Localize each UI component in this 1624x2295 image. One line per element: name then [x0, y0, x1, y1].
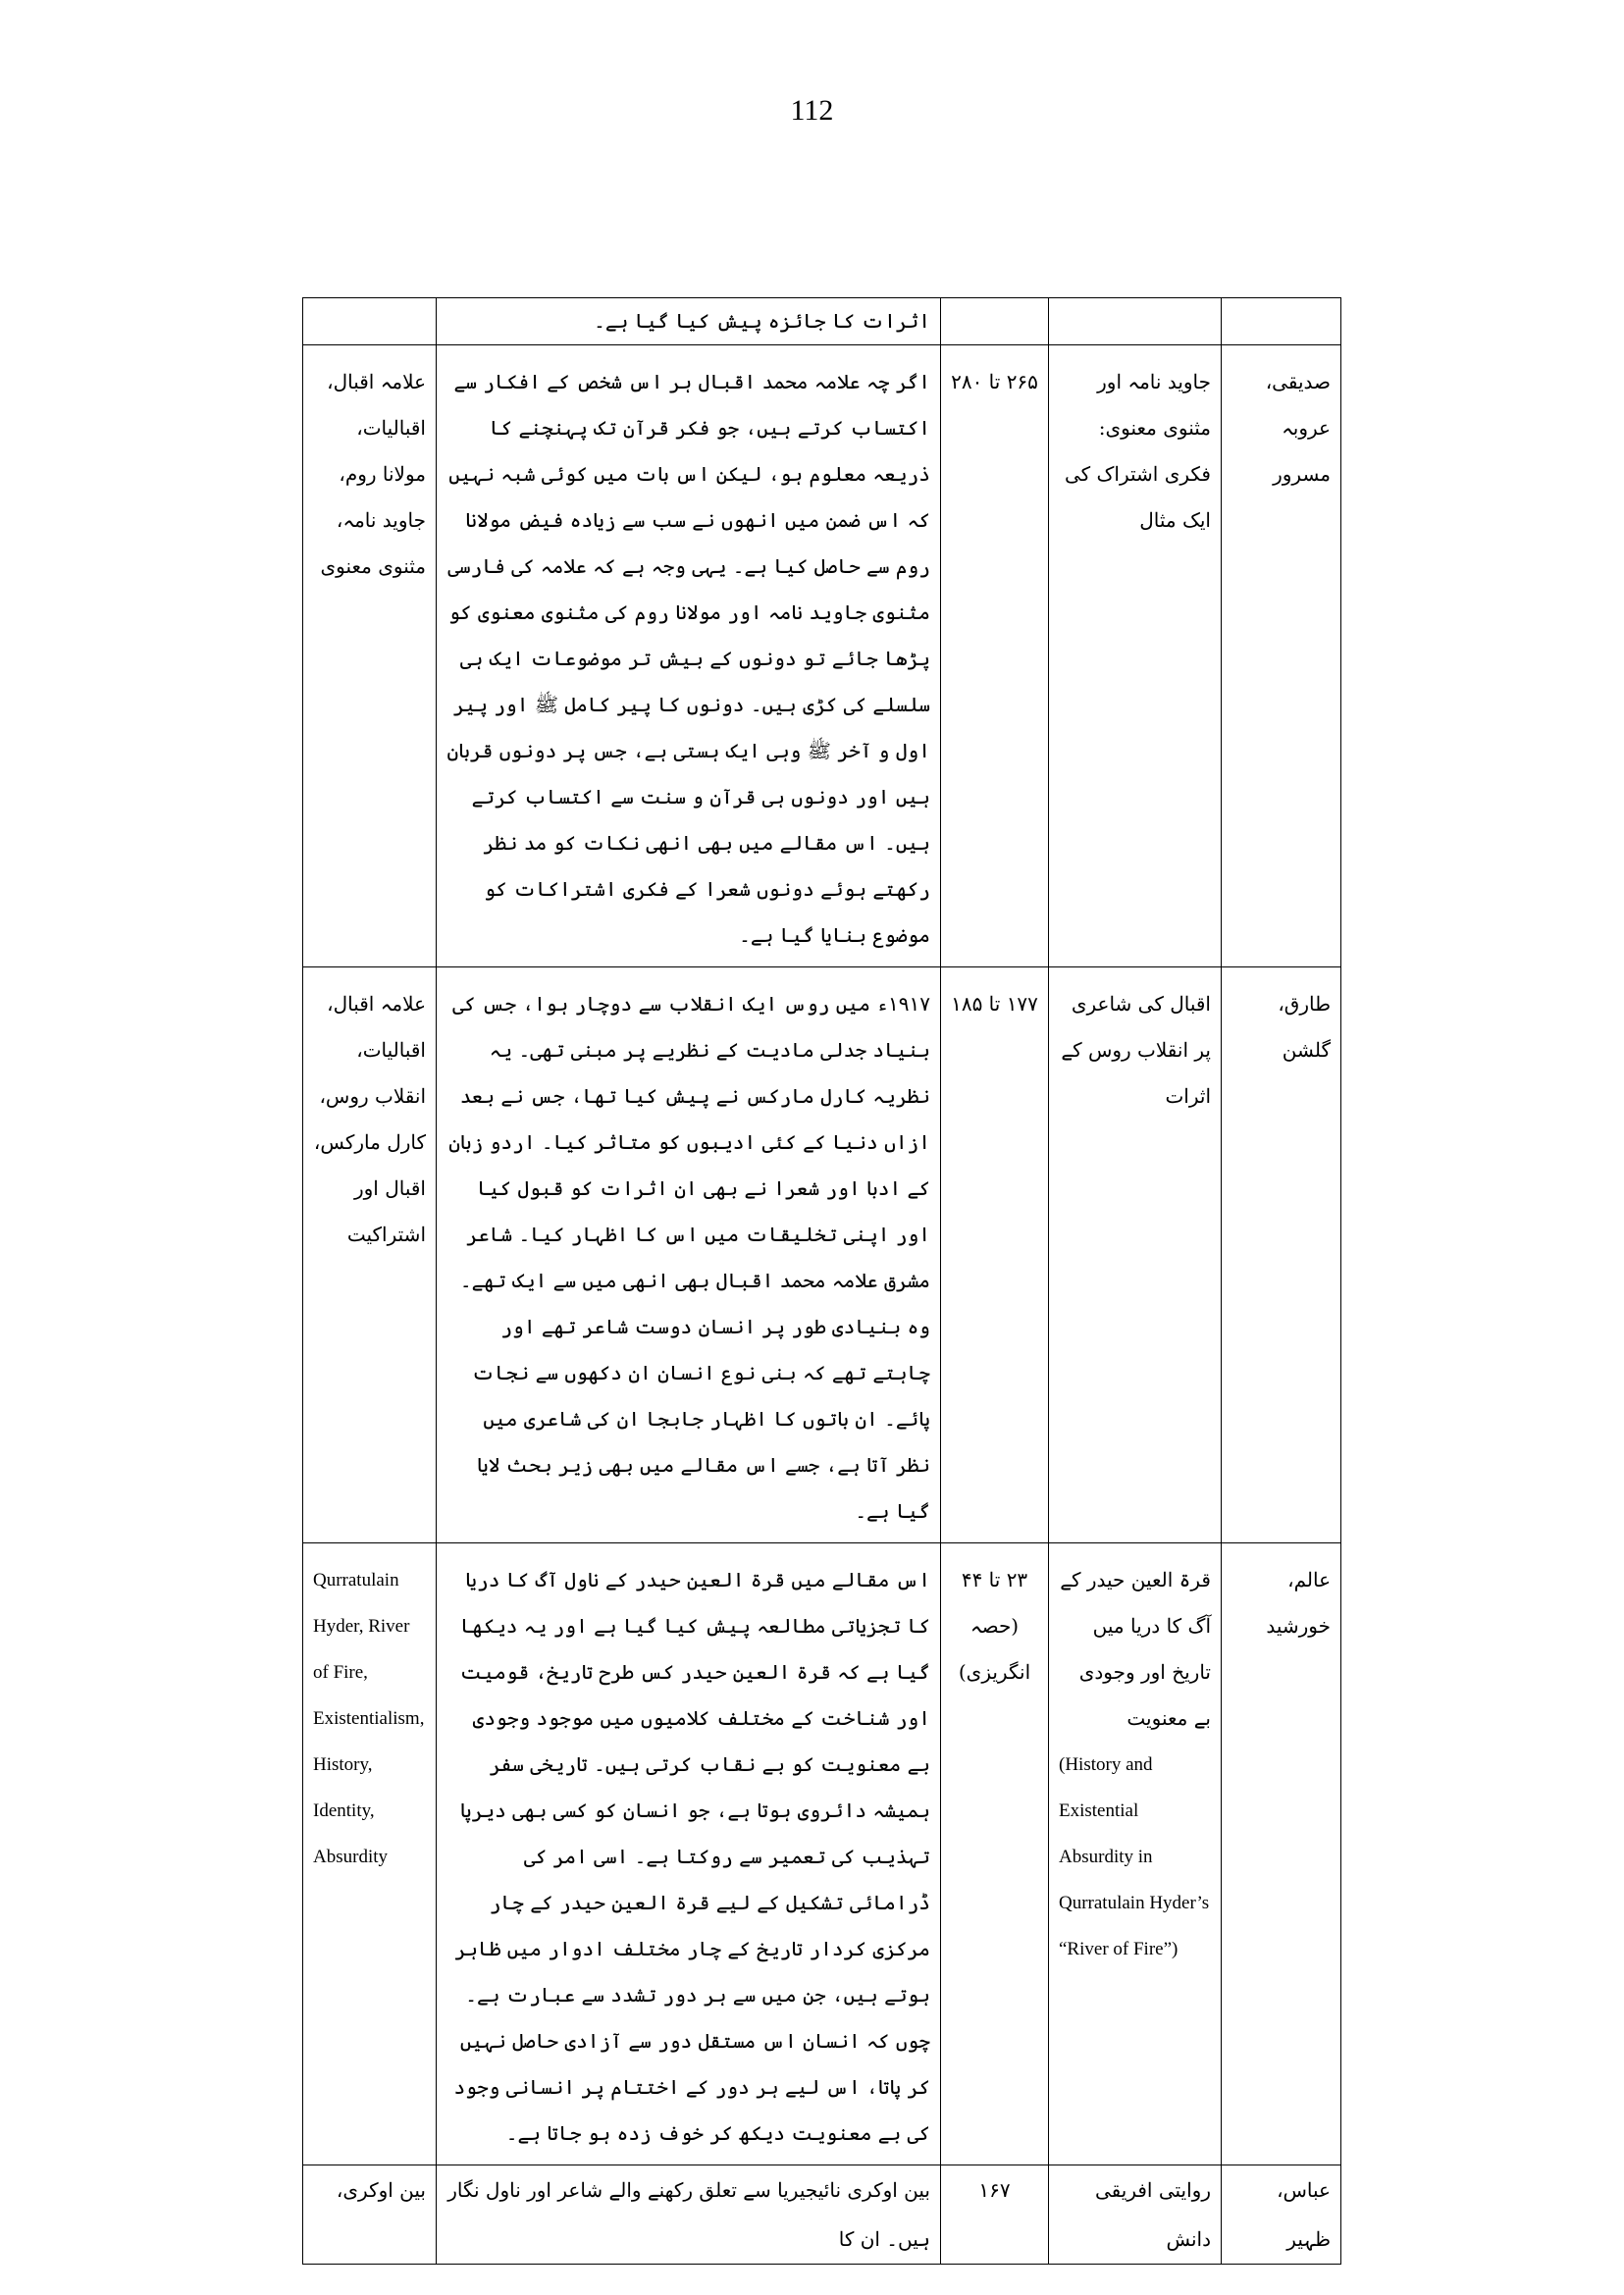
author-cell	[1222, 298, 1341, 345]
title-cell	[1049, 298, 1222, 345]
abstract-cell: اس مقالے میں قرۃ العین حیدر کے ناول آگ کا دریا کا تجزیاتی مطالعہ پیش کیا گیا ہے اور یہ دیکھا گیا ہے کہ قرۃ العین حیدر کس طرح تاریخ، قومیت اور شناخت کے مختلف کلامیوں میں موجود وجودی بے معنویت کو بے نقاب کرتی ہیں۔ تاریخی سفر ہمیشہ دائروی ہوتا ہے، جو انسان کو کسی بھی دیرپا تہذیب کی تعمیر سے روکتا ہے۔ اسی امر کی ڈرامائی تشکیل کے لیے قرۃ العین حیدر کے چار مرکزی کردار تاریخ کے چار مختلف ادوار میں ظاہر ہوتے ہیں، جن میں سے ہر دور تشدد سے عبارت ہے۔ چوں کہ انسان اس مستقل دور سے آزادی حاصل نہیں کر پاتا، اس لیے ہر دور کے اختتام پر انسانی وجود کی بے معنویت دیکھ کر خوف زدہ ہو جاتا ہے۔	[437, 1543, 941, 2165]
table-row	[303, 345, 1341, 967]
title-cell: اقبال کی شاعری پر انقلاب روس کے اثرات	[1049, 967, 1222, 1543]
abstract-cell: بین اوکری نائیجیریا سے تعلق رکھنے والے شاعر اور ناول نگار ہیں۔ ان کا	[437, 2165, 941, 2265]
keywords-cell: علامہ اقبال، اقبالیات، انقلاب روس، کارل مارکس، اقبال اور اشتراکیت	[303, 967, 437, 1543]
pages-cell: ۱۷۷ تا ۱۸۵	[941, 967, 1049, 1543]
keywords-cell: بین اوکری،	[303, 2165, 437, 2265]
abstract-cell: اثرات کا جائزہ پیش کیا گیا ہے۔	[437, 298, 941, 345]
keywords-cell	[303, 298, 437, 345]
title-cell	[1049, 1543, 1222, 2165]
abstract-cell: ۱۹۱۷ء میں روس ایک انقلاب سے دوچار ہوا، جس کی بنیاد جدلی مادیت کے نظریے پر مبنی تھی۔ یہ نظریہ کارل مارکس نے پیش کیا تھا، جس نے بعد ازاں دنیا کے کئی ادیبوں کو متاثر کیا۔ اردو زبان کے ادبا اور شعرا نے بھی ان اثرات کو قبول کیا اور اپنی تخلیقات میں اس کا اظہار کیا۔ شاعر مشرق علامہ محمد اقبال بھی انھی میں سے ایک تھے۔ وہ بنیادی طور پر انسان دوست شاعر تھے اور چاہتے تھے کہ بنی نوع انسان ان دکھوں سے نجات پائے۔ ان باتوں کا اظہار جابجا ان کی شاعری میں نظر آتا ہے، جسے اس مقالے میں بھی زیر بحث لایا گیا ہے۔	[437, 967, 941, 1543]
keywords-cell	[303, 1543, 437, 2165]
title-english: (History and Existential Absurdity in Qurratulain Hyder’s “River of Fire”)	[1059, 1754, 1210, 1959]
pages-cell: ۲۶۵ تا ۲۸۰	[941, 345, 1049, 967]
author-cell: صدیقی، عروبہ مسرور	[1222, 345, 1341, 967]
table-row	[303, 298, 1341, 345]
author-cell: عباس، ظہیر	[1222, 2165, 1341, 2265]
title-urdu: قرۃ العین حیدر کے آگ کا دریا میں تاریخ اور وجودی بے معنویت	[1060, 1568, 1211, 1730]
abstract-cell: اگر چہ علامہ محمد اقبال ہر اس شخص کے افکار سے اکتساب کرتے ہیں، جو فکر قرآن تک پہنچنے کا ذریعہ معلوم ہو، لیکن اس بات میں کوئی شبہ نہیں کہ اس ضمن میں انھوں نے سب سے زیادہ فیض مولانا روم سے حاصل کیا ہے۔ یہی وجہ ہے کہ علامہ کی فارسی مثنوی جاوید نامہ اور مولانا روم کی مثنوی معنوی کو پڑھا جائے تو دونوں کے بیش تر موضوعات ایک ہی سلسلے کی کڑی ہیں۔ دونوں کا پیر کامل ﷺ اور پیر اول و آخر ﷺ وہی ایک ہستی ہے، جس پر دونوں قربان ہیں اور دونوں ہی قرآن و سنت سے اکتساب کرتے ہیں۔ اس مقالے میں بھی انھی نکات کو مد نظر رکھتے ہوئے دونوں شعرا کے فکری اشتراکات کو موضوع بنایا گیا ہے۔	[437, 345, 941, 967]
title-cell: جاوید نامہ اور مثنوی معنوی: فکری اشتراک کی ایک مثال	[1049, 345, 1222, 967]
bibliography-table	[302, 297, 1341, 2265]
keywords-cell: علامہ اقبال، اقبالیات، مولانا روم، جاوید نامہ، مثنوی معنوی	[303, 345, 437, 967]
pages-cell: ۱۶۷	[941, 2165, 1049, 2265]
table-row	[303, 967, 1341, 1543]
keywords-english: Qurratulain Hyder, River of Fire, Existentialism, History, Identity, Absurdity	[313, 1570, 425, 1867]
title-cell: روایتی افریقی دانش	[1049, 2165, 1222, 2265]
pages-cell	[941, 298, 1049, 345]
author-cell: عالم، خورشید	[1222, 1543, 1341, 2165]
pages-cell: ۲۳ تا ۴۴ (حصہ انگریزی)	[941, 1543, 1049, 2165]
page-number: 112	[790, 94, 834, 127]
table-row	[303, 2165, 1341, 2265]
author-cell: طارق، گلشن	[1222, 967, 1341, 1543]
table-row	[303, 1543, 1341, 2165]
